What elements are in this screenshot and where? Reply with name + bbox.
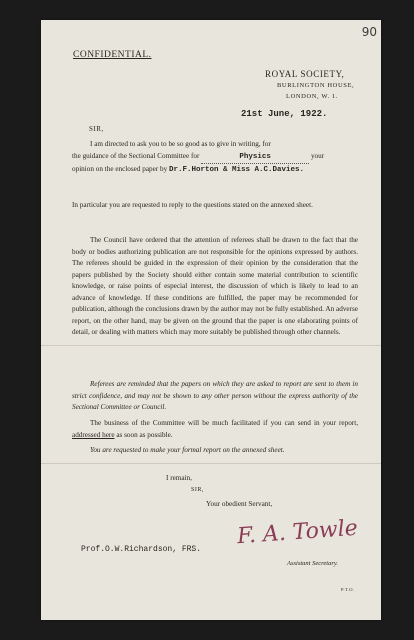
intro-paragraph bbox=[72, 139, 358, 177]
intro-line-3-pre: opinion on the enclosed paper by bbox=[72, 165, 168, 173]
confidential-heading: CONFIDENTIAL. bbox=[73, 50, 152, 60]
fold-line-2 bbox=[41, 463, 381, 464]
business-post: as soon as possible. bbox=[116, 430, 173, 439]
intro-line-2 bbox=[72, 151, 358, 165]
closing-servant: Your obedient Servant, bbox=[206, 500, 273, 508]
salutation: SIR, bbox=[89, 125, 104, 133]
fold-line bbox=[41, 345, 381, 346]
addressed-here: addressed here bbox=[72, 430, 115, 439]
letter-date: 21st June, 1922. bbox=[241, 109, 328, 119]
intro-line-1: I am directed to ask you to be so good as to give in writing, for bbox=[90, 140, 271, 148]
reply-paragraph bbox=[72, 200, 358, 212]
pto-mark: P.T.O. bbox=[341, 587, 355, 592]
confidence-paragraph: Referees are reminded that the papers on which they are asked to report are sent to them in strict confidence, and may not be shown to any other person without the express authority of the Sectional Committee or Council. bbox=[72, 380, 358, 411]
formal-report-note: You are requested to make your formal report on the annexed sheet. bbox=[90, 446, 285, 454]
intro-line-2-post: your bbox=[310, 151, 325, 160]
closing-sir: SIR, bbox=[191, 487, 204, 493]
signature: F. A. Towle bbox=[236, 515, 359, 550]
letter-page bbox=[41, 20, 381, 620]
address-line-1: BURLINGTON HOUSE, bbox=[277, 82, 355, 89]
society-name: ROYAL SOCIETY, bbox=[265, 69, 345, 79]
intro-line-2-pre: the guidance of the Sectional Committee for bbox=[72, 151, 200, 160]
council-paragraph: The Council have ordered that the attention of referees shall be drawn to the fact that the body or bodies authorizing publication are not responsible for the opinions expressed by authors. The referees should be guided in the expression of their opinion by the consideration that the papers published by the Society should either contain some material contribution to scientific knowledge, or raise points of especial interest, the discussion of which is likely to lead to an advance of knowledge. If these conditions are fulfilled, the paper may be recommended for publication, although the conclusions drawn by the author may not be fully established. An adverse report, on the other hand, may be given on the ground that the paper is one elaborating points of detail, or dealing with matters which may more suitably be published through other channels. bbox=[72, 236, 358, 336]
signatory-title: Assistant Secretary. bbox=[287, 560, 339, 567]
committee-field: Physics bbox=[201, 152, 309, 165]
intro-line-3 bbox=[72, 164, 358, 177]
page-number: 90 bbox=[361, 25, 377, 39]
closing-remain: I remain, bbox=[166, 474, 192, 482]
business-pre: The business of the Committee will be much facilitated if you can send in your report, bbox=[90, 419, 358, 427]
address-line-2: LONDON, W. 1. bbox=[286, 93, 339, 100]
addressee: Prof.O.W.Richardson, FRS. bbox=[81, 545, 202, 554]
authors-field: Dr.F.Horton & Miss A.C.Davies. bbox=[169, 166, 305, 174]
business-paragraph bbox=[72, 418, 358, 441]
reply-text: In particular you are requested to reply to the questions stated on the annexed sheet. bbox=[72, 201, 313, 209]
